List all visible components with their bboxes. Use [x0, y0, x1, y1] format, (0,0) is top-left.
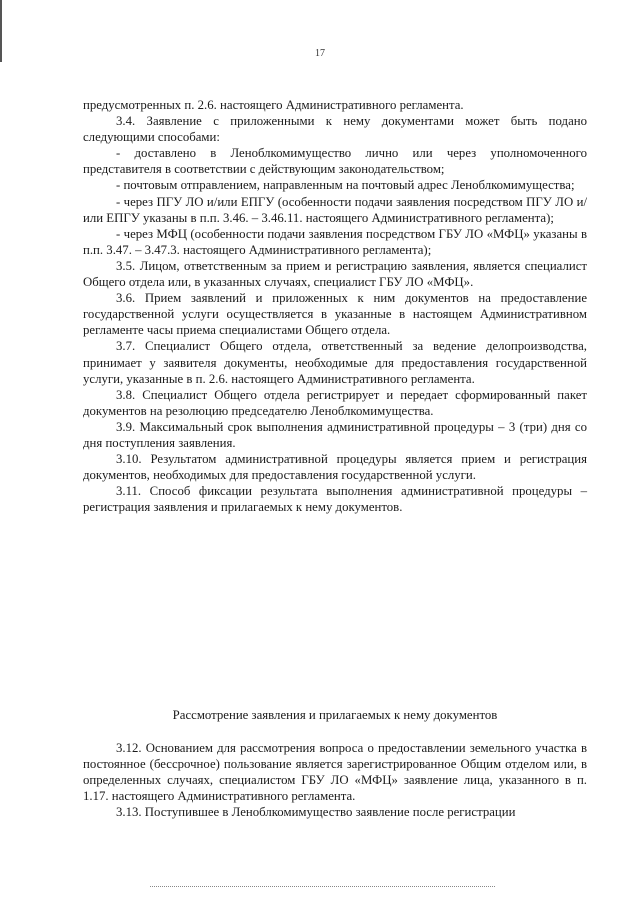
section-heading-review: Рассмотрение заявления и прилагаемых к нему документов — [172, 708, 498, 722]
page-number: 17 — [315, 48, 325, 59]
list-item-pgu-epgu: - через ПГУ ЛО и/или ЕПГУ (особенности подачи заявления посредством ПГУ ЛО и/или ЕПГУ указаны в п.п. 3.46. – 3.46.11. настоящего Административного регламента); — [83, 194, 587, 225]
paragraph-continuation: предусмотренных п. 2.6. настоящего Административного регламента. — [83, 98, 464, 112]
list-item-in-person: - доставлено в Леноблкомимущество лично или через уполномоченного представителя в соответствии с действующим законодательством; — [83, 146, 587, 177]
paragraph-3-6: 3.6. Прием заявлений и приложенных к ним документов на предоставление государственной услуги осуществляется в указанные в настоящем Административном регламенте часы приема специалистами Общего отдела. — [83, 291, 587, 338]
section-body-review — [83, 740, 587, 820]
paragraph-3-12: 3.12. Основанием для рассмотрения вопроса о предоставлении земельного участка в постоянное (бессрочное) пользование является зарегистрированное Общим отделом или, в определенных случаях, специалистом ГБУ ЛО «МФЦ» заявление лица, указанного в п. 1.17. настоящего Административного регламента. — [83, 741, 587, 804]
paragraph-3-7: 3.7. Специалист Общего отдела, ответственный за ведение делопроизводства, принимает у заявителя документы, необходимые для предоставления государственной услуги, указанные в п. 2.6. настоящего Административного регламента. — [83, 339, 587, 386]
paragraph-3-9: 3.9. Максимальный срок выполнения административной процедуры – 3 (три) дня со дня поступления заявления. — [83, 419, 587, 450]
paragraph-3-13: 3.13. Поступившее в Леноблкомимущество заявление после регистрации — [116, 805, 516, 820]
paragraph-3-4: 3.4. Заявление с приложенными к нему документами может быть подано следующими способами: — [83, 114, 587, 145]
list-item-mfc: - через МФЦ (особенности подачи заявления посредством ГБУ ЛО «МФЦ» указаны в п.п. 3.47. – 3.47.3. настоящего Административного регламента); — [83, 226, 587, 257]
paragraph-3-8: 3.8. Специалист Общего отдела регистрирует и передает сформированный пакет документов на резолюцию председателю Леноблкомимущества. — [83, 387, 587, 418]
paragraph-3-11: 3.11. Способ фиксации результата выполнения административной процедуры – регистрация заявления и прилагаемых к нему документов. — [83, 484, 587, 515]
list-item-post: - почтовым отправлением, направленным на почтовый адрес Леноблкомимущества; — [116, 178, 575, 193]
paragraph-3-5: 3.5. Лицом, ответственным за прием и регистрацию заявления, является специалист Общего отдела или, в указанных случаях, специалист ГБУ ЛО «МФЦ». — [83, 258, 587, 290]
bottom-divider — [150, 886, 495, 887]
section-body-procedures — [83, 97, 587, 515]
paragraph-3-10: 3.10. Результатом административной процедуры является прием и регистрация документов, необходимых для предоставления государственной услуги. — [83, 452, 587, 483]
